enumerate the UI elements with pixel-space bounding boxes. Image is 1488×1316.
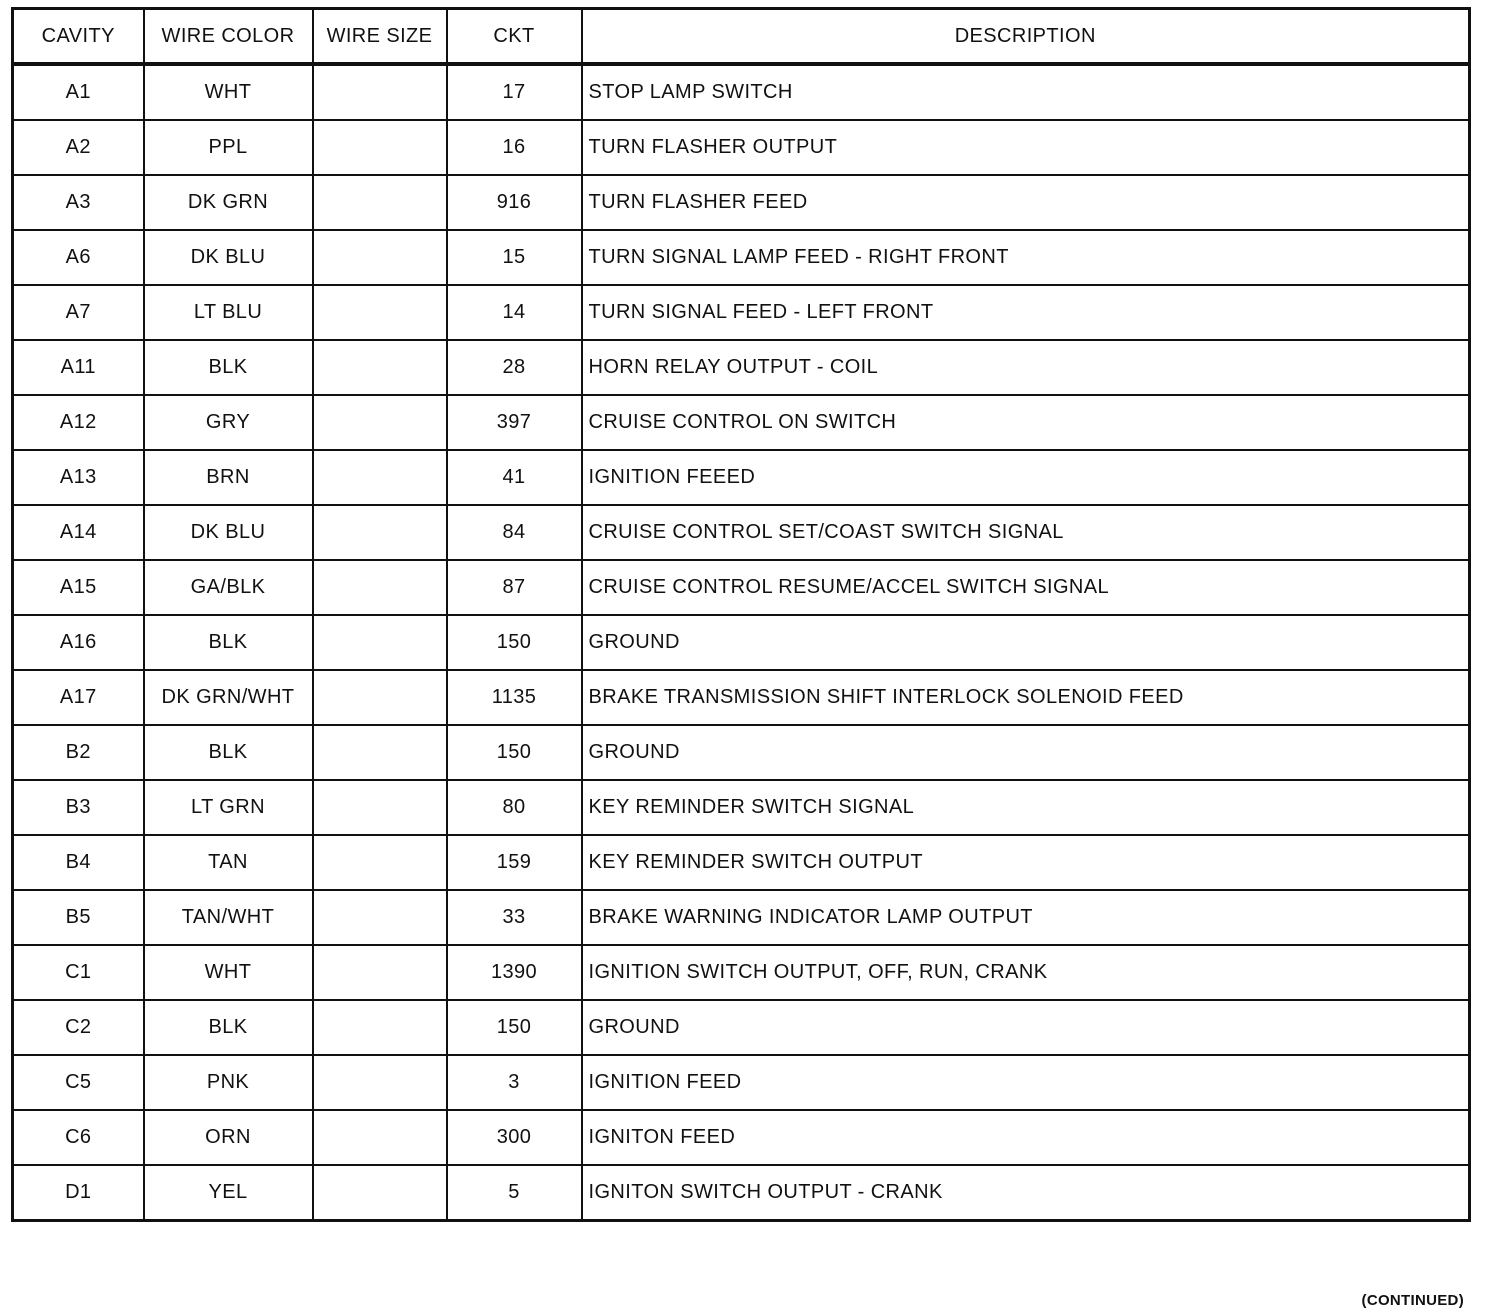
cell-wire-color: PPL	[144, 120, 313, 175]
header-description: DESCRIPTION	[582, 9, 1470, 65]
table-row	[13, 670, 1470, 725]
cell-ckt: 397	[447, 395, 582, 450]
table-row	[13, 1000, 1470, 1055]
cell-description: CRUISE CONTROL ON SWITCH	[582, 395, 1470, 450]
table-row	[13, 285, 1470, 340]
header-cavity: CAVITY	[13, 9, 144, 65]
table-row	[13, 1110, 1470, 1165]
cell-cavity: A17	[13, 670, 144, 725]
cell-cavity: A6	[13, 230, 144, 285]
cell-ckt: 15	[447, 230, 582, 285]
cell-wire-color: ORN	[144, 1110, 313, 1165]
cell-ckt: 17	[447, 64, 582, 120]
cell-ckt: 33	[447, 890, 582, 945]
table-row	[13, 1055, 1470, 1110]
table-row	[13, 64, 1470, 120]
cell-description: KEY REMINDER SWITCH OUTPUT	[582, 835, 1470, 890]
cell-wire-color: DK GRN/WHT	[144, 670, 313, 725]
cell-ckt: 28	[447, 340, 582, 395]
cell-wire-color: TAN	[144, 835, 313, 890]
cell-ckt: 87	[447, 560, 582, 615]
cell-wire-color: BLK	[144, 1000, 313, 1055]
cell-description: IGNITON SWITCH OUTPUT - CRANK	[582, 1165, 1470, 1221]
cell-description: CRUISE CONTROL SET/COAST SWITCH SIGNAL	[582, 505, 1470, 560]
cell-wire-color: BLK	[144, 340, 313, 395]
table-row	[13, 835, 1470, 890]
cell-wire-size	[313, 175, 447, 230]
cell-wire-size	[313, 395, 447, 450]
table-row	[13, 725, 1470, 780]
cell-wire-color: PNK	[144, 1055, 313, 1110]
cell-description: BRAKE WARNING INDICATOR LAMP OUTPUT	[582, 890, 1470, 945]
cell-cavity: A16	[13, 615, 144, 670]
cell-description: TURN FLASHER FEED	[582, 175, 1470, 230]
cell-ckt: 150	[447, 725, 582, 780]
cell-wire-color: BRN	[144, 450, 313, 505]
cell-ckt: 3	[447, 1055, 582, 1110]
cell-ckt: 150	[447, 1000, 582, 1055]
cell-wire-size	[313, 505, 447, 560]
header-ckt: CKT	[447, 9, 582, 65]
table-header-row	[13, 9, 1470, 65]
cell-wire-color: TAN/WHT	[144, 890, 313, 945]
cell-wire-size	[313, 340, 447, 395]
cell-wire-size	[313, 560, 447, 615]
cell-wire-size	[313, 450, 447, 505]
cell-description: STOP LAMP SWITCH	[582, 64, 1470, 120]
table-row	[13, 890, 1470, 945]
cell-cavity: A1	[13, 64, 144, 120]
cell-description: IGNITION FEED	[582, 1055, 1470, 1110]
table-row	[13, 450, 1470, 505]
cell-description: GROUND	[582, 1000, 1470, 1055]
connector-pinout-table	[11, 7, 1471, 1222]
table-row	[13, 505, 1470, 560]
cell-description: GROUND	[582, 725, 1470, 780]
cell-ckt: 16	[447, 120, 582, 175]
cell-description: TURN FLASHER OUTPUT	[582, 120, 1470, 175]
cell-wire-size	[313, 120, 447, 175]
cell-wire-size	[313, 1110, 447, 1165]
cell-cavity: C5	[13, 1055, 144, 1110]
cell-ckt: 916	[447, 175, 582, 230]
cell-wire-color: DK GRN	[144, 175, 313, 230]
cell-wire-size	[313, 615, 447, 670]
cell-wire-size	[313, 230, 447, 285]
cell-description: BRAKE TRANSMISSION SHIFT INTERLOCK SOLENOID FEED	[582, 670, 1470, 725]
table-row	[13, 340, 1470, 395]
cell-wire-size	[313, 890, 447, 945]
table-row	[13, 1165, 1470, 1221]
cell-wire-color: LT BLU	[144, 285, 313, 340]
continued-note: (CONTINUED)	[1361, 1292, 1464, 1309]
cell-description: IGNITON FEED	[582, 1110, 1470, 1165]
cell-ckt: 1135	[447, 670, 582, 725]
cell-cavity: C6	[13, 1110, 144, 1165]
cell-wire-color: WHT	[144, 945, 313, 1000]
cell-wire-size	[313, 1165, 447, 1221]
cell-wire-color: LT GRN	[144, 780, 313, 835]
table-row	[13, 175, 1470, 230]
cell-wire-size	[313, 670, 447, 725]
cell-ckt: 84	[447, 505, 582, 560]
table-body	[13, 64, 1470, 1221]
cell-cavity: A13	[13, 450, 144, 505]
table-row	[13, 395, 1470, 450]
cell-wire-color: WHT	[144, 64, 313, 120]
cell-ckt: 14	[447, 285, 582, 340]
cell-wire-size	[313, 780, 447, 835]
cell-description: CRUISE CONTROL RESUME/ACCEL SWITCH SIGNAL	[582, 560, 1470, 615]
cell-cavity: A15	[13, 560, 144, 615]
cell-wire-size	[313, 725, 447, 780]
cell-ckt: 1390	[447, 945, 582, 1000]
cell-wire-size	[313, 285, 447, 340]
cell-wire-color: GA/BLK	[144, 560, 313, 615]
cell-cavity: C1	[13, 945, 144, 1000]
cell-description: HORN RELAY OUTPUT - COIL	[582, 340, 1470, 395]
cell-wire-color: BLK	[144, 725, 313, 780]
cell-wire-size	[313, 1000, 447, 1055]
cell-wire-color: DK BLU	[144, 230, 313, 285]
cell-wire-color: YEL	[144, 1165, 313, 1221]
cell-cavity: A11	[13, 340, 144, 395]
cell-cavity: B2	[13, 725, 144, 780]
cell-description: IGNITION FEEED	[582, 450, 1470, 505]
cell-ckt: 80	[447, 780, 582, 835]
table-row	[13, 780, 1470, 835]
table-row	[13, 615, 1470, 670]
table-row	[13, 560, 1470, 615]
cell-wire-size	[313, 835, 447, 890]
table-row	[13, 120, 1470, 175]
cell-cavity: A2	[13, 120, 144, 175]
cell-wire-size	[313, 1055, 447, 1110]
cell-cavity: B5	[13, 890, 144, 945]
cell-description: TURN SIGNAL FEED - LEFT FRONT	[582, 285, 1470, 340]
cell-cavity: D1	[13, 1165, 144, 1221]
cell-description: GROUND	[582, 615, 1470, 670]
cell-description: KEY REMINDER SWITCH SIGNAL	[582, 780, 1470, 835]
header-wire-color: WIRE COLOR	[144, 9, 313, 65]
table-row	[13, 230, 1470, 285]
cell-cavity: A12	[13, 395, 144, 450]
cell-wire-color: BLK	[144, 615, 313, 670]
cell-wire-color: GRY	[144, 395, 313, 450]
cell-cavity: A3	[13, 175, 144, 230]
cell-wire-size	[313, 945, 447, 1000]
cell-cavity: B3	[13, 780, 144, 835]
cell-ckt: 5	[447, 1165, 582, 1221]
cell-ckt: 300	[447, 1110, 582, 1165]
cell-description: TURN SIGNAL LAMP FEED - RIGHT FRONT	[582, 230, 1470, 285]
cell-ckt: 159	[447, 835, 582, 890]
cell-wire-size	[313, 64, 447, 120]
cell-cavity: A14	[13, 505, 144, 560]
cell-cavity: A7	[13, 285, 144, 340]
cell-ckt: 41	[447, 450, 582, 505]
cell-wire-color: DK BLU	[144, 505, 313, 560]
cell-cavity: C2	[13, 1000, 144, 1055]
cell-ckt: 150	[447, 615, 582, 670]
cell-description: IGNITION SWITCH OUTPUT, OFF, RUN, CRANK	[582, 945, 1470, 1000]
cell-cavity: B4	[13, 835, 144, 890]
table-row	[13, 945, 1470, 1000]
header-wire-size: WIRE SIZE	[313, 9, 447, 65]
